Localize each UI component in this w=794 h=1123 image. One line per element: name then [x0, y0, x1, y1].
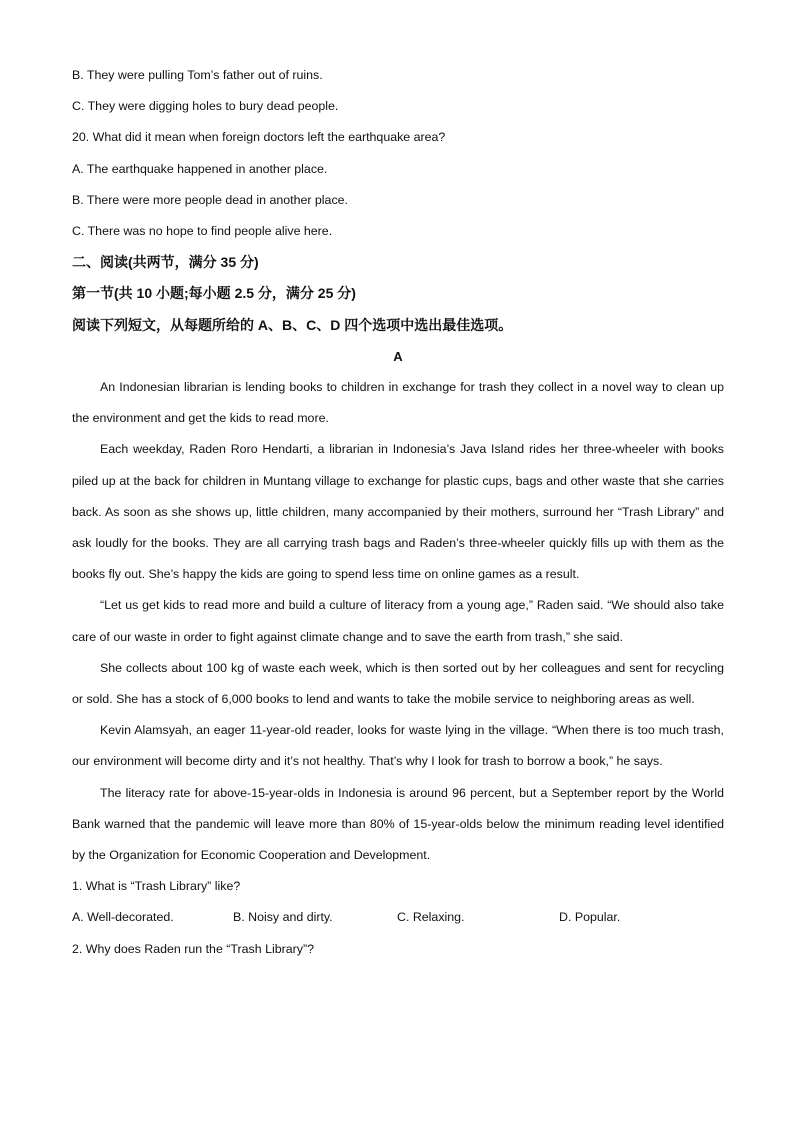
- q20-option-a: A. The earthquake happened in another place.: [72, 161, 328, 176]
- passage-paragraph: Each weekday, Raden Roro Hendarti, a librarian in Indonesia’s Java Island rides her three-wheeler with books piled up at the back for children in Muntang village to exchange for plastic cups, bags and other waste that she carries back. As soon as she shows up, little children, many accompanied by their mothers, surround her “Trash Library” and ask loudly for the books. They are all carrying trash bags and Raden’s three-wheeler quickly fills up with them as the books fly out. She’s happy the kids are going to spend less time on online games as a result.: [72, 442, 724, 582]
- q1-option-d: D. Popular.: [559, 910, 621, 925]
- sub-title: 第一节(共 10 小题;每小题 2.5 分，满分 25 分): [72, 285, 356, 302]
- q1-stem: 1. What is “Trash Library” like?: [72, 879, 241, 894]
- q20-option-c: C. There was no hope to find people alive here.: [72, 224, 333, 239]
- q1-option-c: C. Relaxing.: [397, 910, 465, 925]
- passage-paragraph: She collects about 100 kg of waste each week, which is then sorted out by her colleagues and sent for recycling or sold. She has a stock of 6,000 books to lend and wants to take the mobile service to neighboring areas as well.: [72, 660, 724, 707]
- q19-option-b: B. They were pulling Tom’s father out of ruins.: [72, 68, 323, 82]
- passage-paragraph: The literacy rate for above-15-year-olds in Indonesia is around 96 percent, but a September report by the World Bank warned that the pandemic will leave more than 80% of 15-year-olds below the minimum reading level identified by the Organization for Economic Cooperation and Development.: [72, 785, 724, 863]
- q1-option-b: B. Noisy and dirty.: [233, 910, 333, 925]
- exam-page: [72, 60, 724, 965]
- passage-paragraph: An Indonesian librarian is lending books to children in exchange for trash they collect in a novel way to clean up the environment and get the kids to read more.: [72, 380, 724, 426]
- q20-option-b: B. There were more people dead in another place.: [72, 192, 348, 207]
- passage-paragraph: Kevin Alamsyah, an eager 11-year-old reader, looks for waste lying in the village. “When there is too much trash, our environment will become dirty and it’s not healthy. That’s why I look for trash to borrow a book,” he says.: [72, 723, 724, 769]
- part-title: 二、阅读(共两节，满分 35 分): [72, 254, 259, 271]
- q2-stem: 2. Why does Raden run the “Trash Library”?: [72, 941, 314, 956]
- passage-label: A: [393, 348, 403, 364]
- q1-option-a: A. Well-decorated.: [72, 910, 174, 925]
- passage-paragraph: “Let us get kids to read more and build a culture of literacy from a young age,” Raden said. “We should also take care of our waste in order to fight against climate change and to save the earth from trash,” she said.: [72, 598, 724, 644]
- q19-option-c: C. They were digging holes to bury dead people.: [72, 99, 339, 114]
- q1-options: [72, 902, 724, 933]
- instruction: 阅读下列短文，从每题所给的 A、B、C、D 四个选项中选出最佳选项。: [72, 316, 513, 333]
- q20-stem: 20. What did it mean when foreign doctors left the earthquake area?: [72, 130, 446, 145]
